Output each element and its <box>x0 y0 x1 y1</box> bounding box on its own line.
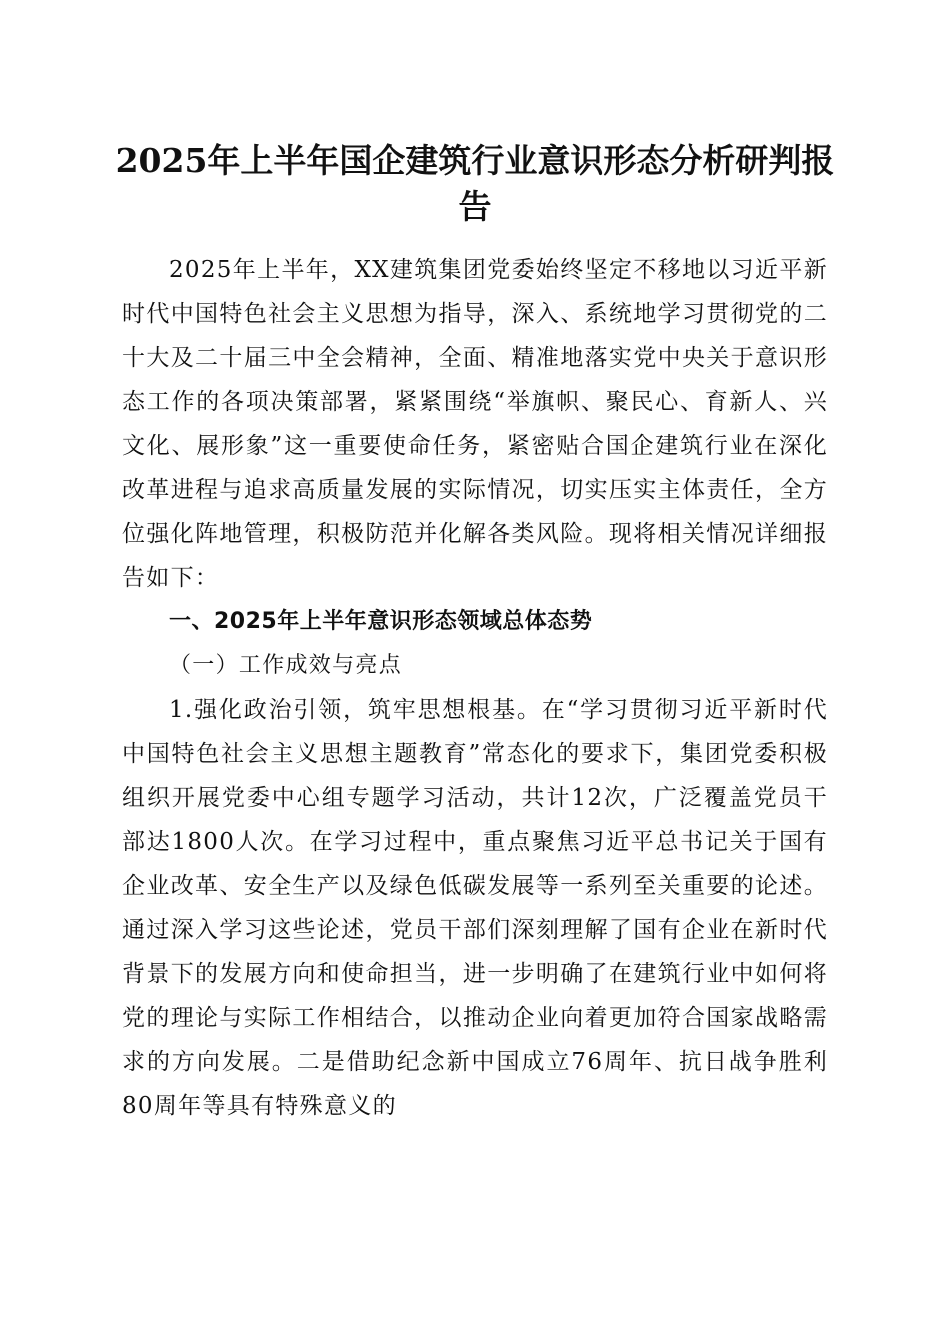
document-title: 2025年上半年国企建筑行业意识形态分析研判报告 <box>115 141 835 226</box>
intro-paragraph: 2025年上半年，XX建筑集团党委始终坚定不移地以习近平新时代中国特色社会主义思想为指导，深入、系统地学习贯彻党的二十大及二十届三中全会精神，全面、精准地落实党中央关于意识形态工作的各项决策部署，紧紧围绕“举旗帜、聚民心、育新人、兴文化、展形象”这一重要使命任务，紧密贴合国企建筑行业在深化改革进程与追求高质量发展的实际情况，切实压实主体责任，全方位强化阵地管理，积极防范并化解各类风险。现将相关情况详细报告如下： <box>122 257 828 591</box>
section-heading-1: 一、2025年上半年意识形态领域总体态势 <box>169 609 593 634</box>
document-body <box>122 248 828 1128</box>
subsection-heading-1: （一）工作成效与亮点 <box>169 653 403 678</box>
body-paragraph-1: 1.强化政治引领，筑牢思想根基。在“学习贯彻习近平新时代中国特色社会主义思想主题教育”常态化的要求下，集团党委积极组织开展党委中心组专题学习活动，共计12次，广泛覆盖党员干部达1800人次。在学习过程中，重点聚焦习近平总书记关于国有企业改革、安全生产以及绿色低碳发展等一系列至关重要的论述。通过深入学习这些论述，党员干部们深刻理解了国有企业在新时代背景下的发展方向和使命担当，进一步明确了在建筑行业中如何将党的理论与实际工作相结合，以推动企业向着更加符合国家战略需求的方向发展。二是借助纪念新中国成立76周年、抗日战争胜利80周年等具有特殊意义的 <box>122 697 828 1119</box>
